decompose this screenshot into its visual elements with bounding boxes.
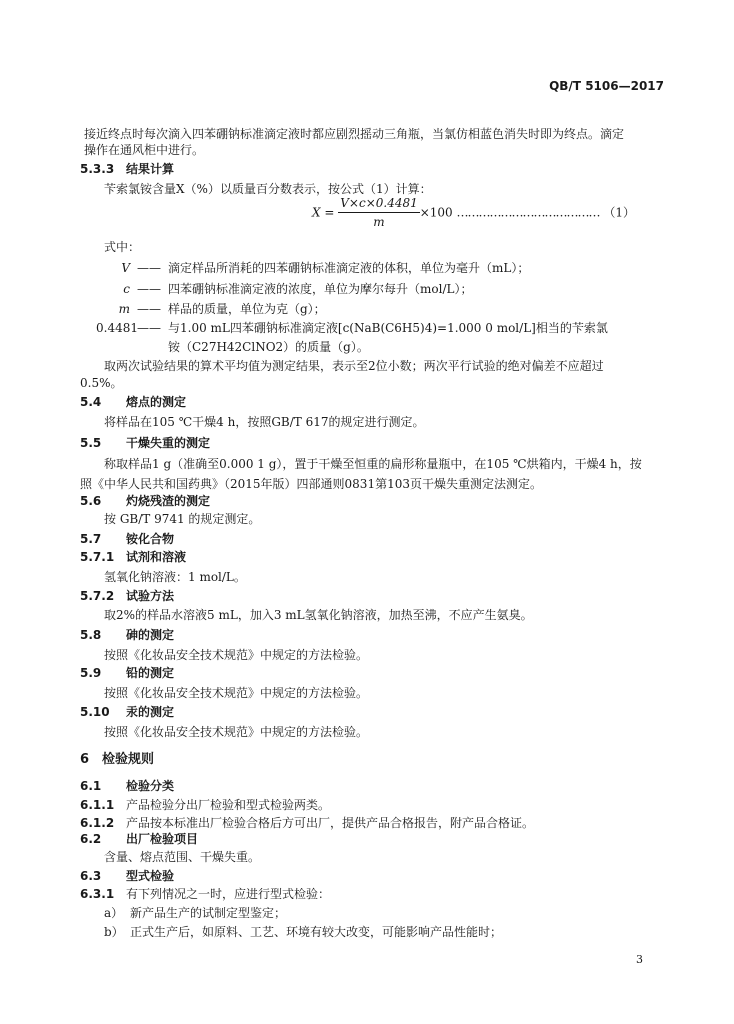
- list-text: 正式生产后，如原料、工艺、环境有较大改变，可能影响产品性能时；: [130, 925, 503, 939]
- list-text: 新产品生产的试制定型鉴定；: [130, 906, 287, 920]
- variable-symbol: c: [123, 282, 130, 296]
- where-label: 式中：: [104, 240, 141, 254]
- section-title: 灼烧残渣的测定: [126, 494, 211, 508]
- section-title: 铅的测定: [126, 666, 175, 680]
- clause-6-1-1: [80, 798, 330, 813]
- section-heading-5-5: [80, 436, 210, 451]
- section-number: 5.9: [80, 666, 102, 680]
- section-heading-5-7-2: [80, 589, 174, 604]
- section-number: 6.1.1: [80, 798, 115, 812]
- section-body: 按照《化妆品安全技术规范》中规定的方法检验。: [104, 648, 369, 662]
- paragraph-line: 接近终点时每次滴入四苯硼钠标准滴定液时都应剧烈摇动三角瓶，当氯仿相蓝色消失时即为终点。滴定: [84, 127, 625, 141]
- constant-text: 与1.00 mL四苯硼钠标准滴定液[c(NaB(C6H5)4)=1.000 0 mol/L]相当的苄索氯: [168, 321, 608, 335]
- constant-symbol: 0.4481: [96, 321, 138, 335]
- constant-dash: ——: [137, 321, 161, 335]
- list-item: [104, 925, 502, 940]
- section-number: 5.7.2: [80, 589, 115, 603]
- paragraph-line: 0.5%。: [80, 376, 123, 390]
- section-body: 称取样品1 g（准确至0.000 1 g），置于干燥至恒重的扁形称量瓶中，在105 ℃烘箱内，干燥4 h，按: [104, 457, 642, 471]
- section-number: 5.4: [80, 395, 102, 409]
- section-heading-5-8: [80, 628, 174, 643]
- section-heading-6-1: [80, 779, 174, 794]
- section-title: 结果计算: [126, 162, 175, 176]
- section-heading-5-3-3: [80, 162, 174, 177]
- section-number: 6.1.2: [80, 816, 115, 830]
- section-number: 5.5: [80, 436, 102, 450]
- section-heading-6-2: [80, 832, 198, 847]
- section-number: 6.3: [80, 869, 102, 883]
- variable-definition: [100, 261, 529, 276]
- section-title: 熔点的测定: [126, 395, 187, 409]
- formula-number: （1）: [603, 205, 635, 220]
- formula-multiplier: ×100: [419, 205, 453, 220]
- section-body: 取2%的样品水溶液5 mL，加入3 mL氢氧化钠溶液，加热至沸，不应产生氨臭。: [104, 608, 533, 622]
- formula-numerator: V×c×0.4481: [338, 196, 419, 213]
- section-heading-5-10: [80, 705, 174, 720]
- section-body: 将样品在105 ℃干燥4 h，按照GB/T 617的规定进行测定。: [104, 415, 425, 429]
- chapter-heading-6: [80, 752, 154, 767]
- section-title: 型式检验: [126, 869, 175, 883]
- section-number: 5.8: [80, 628, 102, 642]
- clause-6-3-1: [80, 887, 330, 902]
- constant-text-cont: 铵（C27H42ClNO2）的质量（g）。: [168, 340, 369, 354]
- page-number: 3: [636, 953, 643, 966]
- variable-dash: ——: [137, 261, 161, 275]
- section-number: 5.7: [80, 532, 102, 546]
- section-title: 检验分类: [126, 779, 175, 793]
- formula-fraction: [338, 196, 419, 230]
- variable-symbol: V: [121, 261, 130, 275]
- section-title: 汞的测定: [126, 705, 175, 719]
- section-heading-5-7-1: [80, 550, 186, 565]
- section-number: 6.2: [80, 832, 102, 846]
- paragraph-line: 取两次试验结果的算术平均值为测定结果，表示至2位小数；两次平行试验的绝对偏差不应超过: [104, 359, 604, 373]
- variable-text: 滴定样品所消耗的四苯硼钠标准滴定液的体积，单位为毫升（mL）；: [168, 261, 530, 275]
- paragraph-line: 操作在通风柜中进行。: [84, 143, 205, 157]
- variable-symbol: m: [118, 302, 130, 316]
- section-title: 试剂和溶液: [126, 550, 187, 564]
- section-heading-5-9: [80, 666, 174, 681]
- section-number: 6.3.1: [80, 887, 115, 901]
- section-title: 试验方法: [126, 589, 175, 603]
- variable-dash: ——: [137, 282, 161, 296]
- variable-definition: [100, 282, 472, 297]
- section-body: 含量、熔点范围、干燥失重。: [104, 850, 261, 864]
- section-heading-6-3: [80, 869, 174, 884]
- variable-dash: ——: [137, 302, 161, 316]
- variable-definition: [100, 302, 326, 317]
- section-title: 砷的测定: [126, 628, 175, 642]
- section-number: 5.3.3: [80, 162, 115, 176]
- section-title: 干燥失重的测定: [126, 436, 211, 450]
- list-item: [104, 906, 286, 921]
- formula-lhs: X =: [312, 205, 335, 220]
- variable-text: 样品的质量，单位为克（g）；: [168, 302, 326, 316]
- clause-text: 产品按本标准出厂检验合格后方可出厂，提供产品合格报告，附产品合格证。: [126, 816, 535, 830]
- list-label: a）: [104, 906, 124, 920]
- clause-text: 有下列情况之一时，应进行型式检验：: [126, 887, 331, 901]
- section-body: 照《中华人民共和国药典》（2015年版）四部通则0831第103页干燥失重测定法测定。: [80, 477, 542, 491]
- section-body: 按 GB/T 9741 的规定测定。: [104, 512, 261, 526]
- section-number: 6: [80, 752, 90, 767]
- section-heading-5-4: [80, 395, 186, 410]
- constant-definition: [96, 321, 608, 336]
- standard-code: QB/T 5106—2017: [549, 79, 664, 93]
- section-number: 5.7.1: [80, 550, 115, 564]
- section-body: 按照《化妆品安全技术规范》中规定的方法检验。: [104, 725, 369, 739]
- formula-denominator: m: [373, 215, 385, 229]
- section-title: 出厂检验项目: [126, 832, 199, 846]
- clause-text: 产品检验分出厂检验和型式检验两类。: [126, 798, 331, 812]
- calc-intro: 苄索氯铵含量X（%）以质量百分数表示，按公式（1）计算：: [104, 182, 432, 196]
- clause-6-1-2: [80, 816, 534, 831]
- section-number: 6.1: [80, 779, 102, 793]
- section-body: 按照《化妆品安全技术规范》中规定的方法检验。: [104, 686, 369, 700]
- section-body: 氢氧化钠溶液：1 mol/L。: [104, 570, 246, 584]
- section-heading-5-6: [80, 494, 210, 509]
- section-title: 检验规则: [102, 752, 155, 767]
- section-number: 5.6: [80, 494, 102, 508]
- list-label: b）: [104, 925, 124, 939]
- formula: [312, 196, 635, 230]
- formula-leader: …………………………………: [456, 205, 600, 220]
- section-heading-5-7: [80, 532, 174, 547]
- section-title: 铵化合物: [126, 532, 175, 546]
- section-number: 5.10: [80, 705, 110, 719]
- variable-text: 四苯硼钠标准滴定液的浓度，单位为摩尔每升（mol/L）；: [168, 282, 473, 296]
